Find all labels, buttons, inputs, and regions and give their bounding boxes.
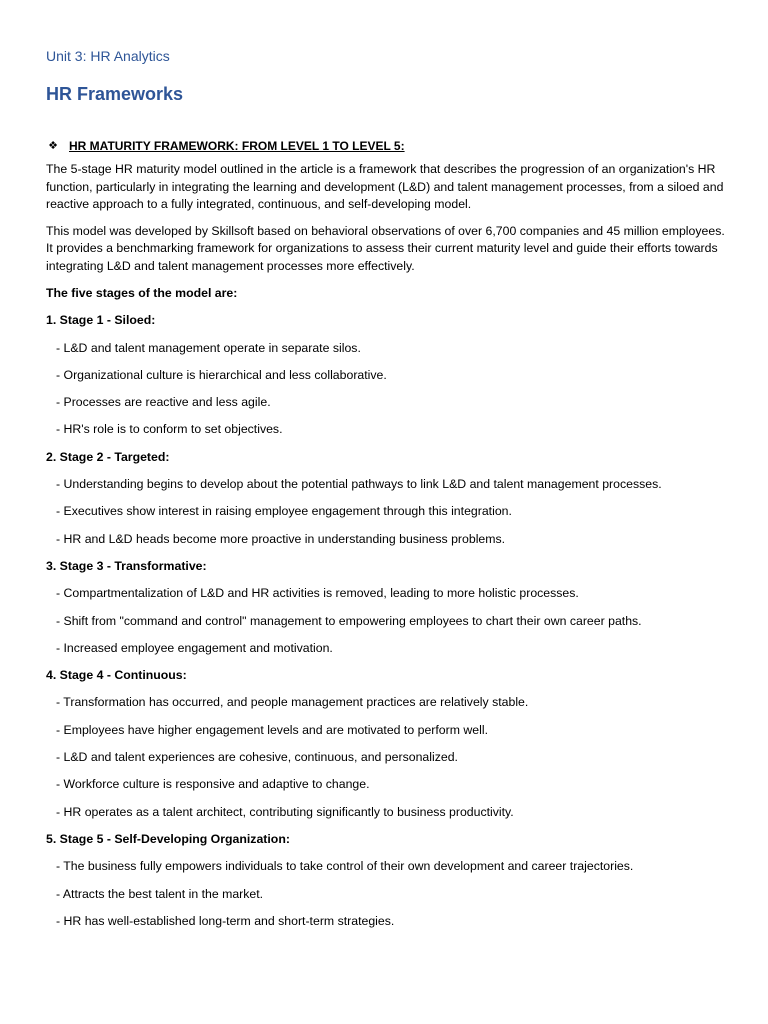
diamond-bullet-icon: ❖ <box>48 140 58 152</box>
document-page <box>46 46 726 930</box>
list-item: - Employees have higher engagement levels and are motivated to perform well. <box>56 722 488 737</box>
list-item: - Increased employee engagement and motivation. <box>56 640 333 655</box>
list-item: - Shift from "command and control" management to empowering employees to chart their own career paths. <box>56 613 642 628</box>
stage-2 <box>46 449 726 548</box>
list-item: - L&D and talent experiences are cohesive, continuous, and personalized. <box>56 750 458 765</box>
stages-intro: The five stages of the model are: <box>46 286 238 300</box>
stage-4 <box>46 667 726 821</box>
list-item: - The business fully empowers individuals to take control of their own development and career trajectories. <box>56 859 634 874</box>
intro-paragraph-1: The 5-stage HR maturity model outlined in the article is a framework that describes the progression of an organization's HR function, particularly in integrating the learning and development (L&D) and talent management processes, from a siloed and reactive approach to a fully integrated, continuous, and self-developing model. <box>46 162 724 211</box>
list-item: - Understanding begins to develop about the potential pathways to link L&D and talent management processes. <box>56 477 662 492</box>
page-title: HR Frameworks <box>46 84 184 104</box>
list-item: - HR's role is to conform to set objectives. <box>56 422 283 437</box>
unit-label: Unit 3: HR Analytics <box>46 48 170 64</box>
section-heading <box>46 138 726 154</box>
list-item: - Transformation has occurred, and people management practices are relatively stable. <box>56 695 529 710</box>
list-item: - HR has well-established long-term and short-term strategies. <box>56 913 395 928</box>
stage-title: 3. Stage 3 - Transformative: <box>46 558 207 573</box>
list-item: - HR operates as a talent architect, contributing significantly to business productivity. <box>56 804 514 819</box>
list-item: - Processes are reactive and less agile. <box>56 395 271 410</box>
list-item: - Executives show interest in raising employee engagement through this integration. <box>56 504 512 519</box>
list-item: - Compartmentalization of L&D and HR activities is removed, leading to more holistic processes. <box>56 586 579 601</box>
stage-3 <box>46 558 726 657</box>
stage-1 <box>46 312 726 439</box>
stage-title: 4. Stage 4 - Continuous: <box>46 668 187 683</box>
list-item: - Workforce culture is responsive and adaptive to change. <box>56 777 370 792</box>
list-item: - Organizational culture is hierarchical and less collaborative. <box>56 367 387 382</box>
stage-5 <box>46 831 726 930</box>
list-item: - HR and L&D heads become more proactive in understanding business problems. <box>56 531 506 546</box>
list-item: - L&D and talent management operate in separate silos. <box>56 340 361 355</box>
stage-title: 1. Stage 1 - Siloed: <box>46 313 156 328</box>
stage-title: 5. Stage 5 - Self-Developing Organization: <box>46 831 290 846</box>
section-title: HR MATURITY FRAMEWORK: FROM LEVEL 1 TO LEVEL 5: <box>69 139 405 153</box>
stage-title: 2. Stage 2 - Targeted: <box>46 449 170 464</box>
list-item: - Attracts the best talent in the market. <box>56 886 264 901</box>
intro-paragraph-2: This model was developed by Skillsoft based on behavioral observations of over 6,700 companies and 45 million employees. It provides a benchmarking framework for organizations to assess their current maturity level and guide their efforts towards integrating L&D and talent management processes more effectively. <box>46 223 725 273</box>
